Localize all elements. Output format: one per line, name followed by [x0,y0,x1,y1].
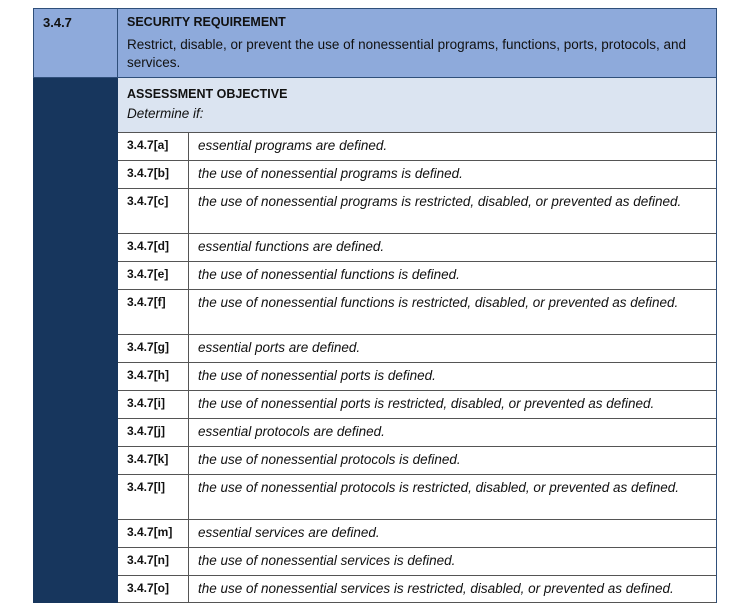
requirement-id-cell [33,8,118,78]
objective-row-text: the use of nonessential ports is restricted, disabled, or prevented as defined. [198,396,655,411]
objective-row-text: the use of nonessential ports is defined. [198,368,436,383]
objective-row-id: 3.4.7[h] [118,363,189,390]
objective-row-text: the use of nonessential programs is restricted, disabled, or prevented as defined. [198,194,682,209]
objective-row [118,390,716,418]
objective-row [118,547,716,575]
objective-row-text: essential ports are defined. [198,340,361,355]
objective-row [118,474,716,519]
objective-row-text: the use of nonessential programs is defined. [198,166,463,181]
objective-row [118,132,716,160]
security-requirement-text: Restrict, disable, or prevent the use of nonessential programs, functions, ports, protocols, and services. [127,37,687,70]
objective-row-id: 3.4.7[b] [118,161,189,188]
requirement-id: 3.4.7 [43,15,72,30]
objective-row-id: 3.4.7[c] [118,189,189,233]
objective-row [118,289,716,334]
sidebar-band [33,78,118,603]
security-requirement-cell [118,8,717,78]
objective-row [118,334,716,362]
requirement-table [33,8,717,603]
determine-if-text: Determine if: [127,106,204,121]
objective-row [118,519,716,547]
objective-row-id: 3.4.7[e] [118,262,189,289]
assessment-objective-cell [118,78,717,603]
objective-row-text: the use of nonessential services is defined. [198,553,456,568]
objective-row-id: 3.4.7[l] [118,475,189,519]
objective-row [118,575,716,603]
objective-row [118,261,716,289]
objective-row [118,160,716,188]
objective-row-text: the use of nonessential services is restricted, disabled, or prevented as defined. [198,581,674,596]
objective-row-text: essential services are defined. [198,525,380,540]
objective-row-id: 3.4.7[a] [118,133,189,160]
objective-row-id: 3.4.7[f] [118,290,189,334]
objective-row-id: 3.4.7[g] [118,335,189,362]
security-requirement-heading: SECURITY REQUIREMENT [127,15,286,29]
objective-rows [118,132,716,603]
objective-row [118,188,716,233]
objective-row-id: 3.4.7[i] [118,391,189,418]
objective-row [118,418,716,446]
objective-row-text: essential functions are defined. [198,239,385,254]
objective-row-text: the use of nonessential functions is defined. [198,267,460,282]
objective-row-text: essential protocols are defined. [198,424,385,439]
objective-row-text: the use of nonessential protocols is restricted, disabled, or prevented as defined. [198,480,680,495]
objective-row [118,446,716,474]
objective-row-id: 3.4.7[o] [118,576,189,602]
objective-row-id: 3.4.7[n] [118,548,189,575]
objective-row-id: 3.4.7[d] [118,234,189,261]
objective-row-id: 3.4.7[k] [118,447,189,474]
objective-row-text: essential programs are defined. [198,138,388,153]
objective-row-id: 3.4.7[m] [118,520,189,547]
objective-row-text: the use of nonessential functions is restricted, disabled, or prevented as defined. [198,295,679,310]
objective-row-text: the use of nonessential protocols is defined. [198,452,461,467]
assessment-objective-heading: ASSESSMENT OBJECTIVE [127,87,288,101]
objective-row [118,362,716,390]
objective-row [118,233,716,261]
objective-row-id: 3.4.7[j] [118,419,189,446]
